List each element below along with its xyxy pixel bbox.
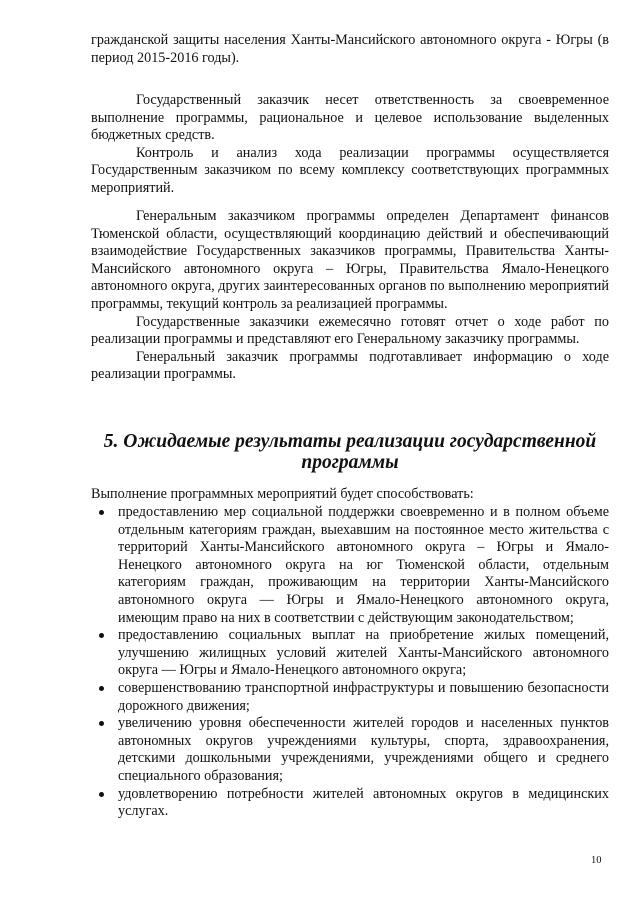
responsibility-section (91, 92, 609, 198)
paragraph-control: Контроль и анализ хода реализации программы осуществляется Государственным заказчиком по всему комплексу соответствующих программных мероприятий. (91, 144, 609, 196)
list-intro: Выполнение программных мероприятий будет способствовать: (91, 486, 474, 502)
bullet-icon (99, 510, 104, 515)
paragraph-general-customer: Генеральным заказчиком программы определен Департамент финансов Тюменской области, осуществляющий координацию действий и обеспечивающий взаимодействие Государственных заказчиков программы, Правительства Ханты-Мансийского автономного округа – Югры, Правительства Ямало-Ненецкого автономного округа, других заинтересованных органов по выполнению мероприятий программы, текущий контроль за реализацией программы. (91, 208, 609, 312)
section-heading (91, 431, 609, 473)
list-item-text: предоставлению мер социальной поддержки своевременно и в полном объеме отдельным категориям граждан, выехавшим на постоянное место жительства с территорий Ханты-Мансийского автономного округа – Югры и Ямало-Ненецкого автономного округа на юг Тюменской области, отдельным категориям граждан, проживающим на территории Ханты-Мансийского автономного округа — Югры и Ямало-Ненецкого автономного округа, имеющим право на них в соответствии с действующим законодательством; (118, 504, 609, 626)
list-item-text: увеличению уровня обеспеченности жителей городов и населенных пунктов автономных округов учреждениями культуры, спорта, здравоохранения, детскими дошкольными учреждениями, учреждениями общего и среднего специального образования; (118, 715, 609, 784)
list-item-text: совершенствованию транспортной инфраструктуры и повышению безопасности дорожного движения; (118, 679, 609, 714)
list-item-text: удовлетворению потребности жителей автономных округов в медицинских услугах. (118, 785, 609, 820)
paragraph-monthly-report: Государственные заказчики ежемесячно готовят отчет о ходе работ по реализации программы и представляют его Генеральному заказчику программы. (91, 313, 609, 348)
bullet-icon (99, 686, 104, 691)
list-item-text: предоставлению социальных выплат на приобретение жилых помещений, улучшению жилищных условий жителей Ханты-Мансийского автономного округа — Югры и Ямало-Ненецкого автономного округа; (118, 627, 609, 679)
bullet-icon (99, 792, 104, 797)
results-list (91, 504, 609, 821)
paragraph-info: Генеральный заказчик программы подготавливает информацию о ходе реализации программы. (91, 348, 609, 383)
paragraph-responsibility: Государственный заказчик несет ответственность за своевременное выполнение программы, рациональное и целевое использование выделенных бюджетных средств. (91, 92, 609, 144)
section-heading-line2: программы (301, 452, 399, 473)
bullet-icon (99, 633, 104, 638)
section-heading-line1: 5. Ожидаемые результаты реализации государственной (103, 431, 597, 452)
customer-section (91, 208, 609, 384)
bullet-icon (99, 721, 104, 726)
list-item (91, 504, 609, 627)
list-item (91, 627, 609, 680)
list-item (91, 680, 609, 715)
page-number: 10 (591, 855, 602, 866)
list-item (91, 786, 609, 821)
list-item (91, 715, 609, 785)
continued-paragraph (91, 32, 609, 67)
paragraph-text: гражданской защиты населения Ханты-Мансийского автономного округа - Югры (в период 2015-2016 годы). (91, 32, 609, 66)
